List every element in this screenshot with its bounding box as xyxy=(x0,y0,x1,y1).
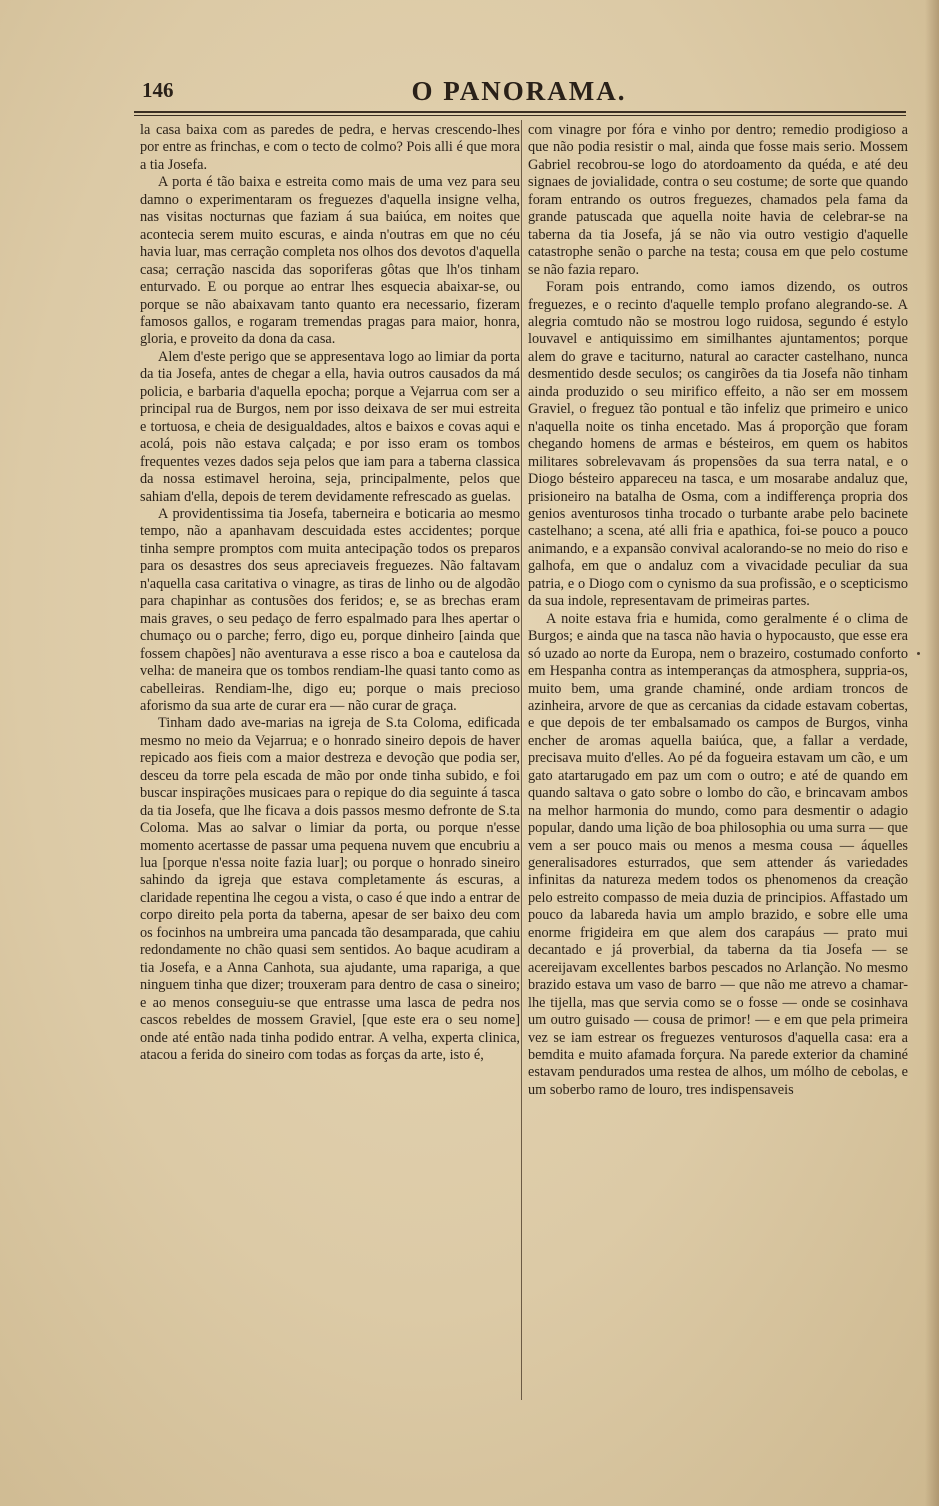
paragraph: la casa baixa com as paredes de pedra, e hervas crescendo-lhes por entre as frinchas, e com o tecto de colmo? Pois alli é que mora a tia Josefa. xyxy=(140,122,520,173)
paragraph: com vinagre por fóra e vinho por dentro; remedio prodigioso a que não podia resistir o mal, ainda que fosse mais serio. Mossem Gabriel recobrou-se logo do atordoamento da quéda, e até deu signaes de jovialidade, contra o seu costume; de sorte que quando foram entrando os outros freguezes, chamados pela fama da grande patuscada que aquella noite havia de celebrar-se na taberna da tia Josefa, já se não via outro vestigio d'aquelle catastrophe senão o parche na testa; cousa em que pelo costume se não fazia reparo. xyxy=(528,122,908,278)
right-column xyxy=(528,122,908,1099)
paragraph: Alem d'este perigo que se appresentava logo ao limiar da porta da tia Josefa, antes de chegar a ella, havia outros causados da má policia, e barbaria d'aquella epocha; porque a Vejarrua com ser a principal rua de Burgos, nem por isso deixava de ser mui estreita e tortuosa, e cheia de desigualdades, altos e baixos e covas aqui e acolá, pois não estava calçada; e por isso eram os tombos frequentes vezes dados seja pelos que iam para a taberna classica da nossa estimavel heroina, seja, principalmente, pelos que sahiam d'ella, depois de terem devidamente refrescado as guelas. xyxy=(140,348,520,505)
paragraph: Tinham dado ave-marias na igreja de S.ta Coloma, edificada mesmo no meio da Vejarrua; e o honrado sineiro depois de haver repicado aos fieis com a maior destreza e devoção que podia ser, desceu da torre pela escada de mão por onde tinha subido, e foi buscar inspirações musicaes para o repique do dia seguinte á tasca da tia Josefa, que lhe ficava a dois passos mesmo defronte de S.ta Coloma. Mas ao salvar o limiar da porta, ou porque n'esse momento acertasse de passar uma pequena nuvem que encubriu a lua [porque n'essa noite fazia luar]; ou porque o honrado sineiro sahindo da igreja que estava completamente ás escuras, a claridade repentina lhe cegou a vista, o caso é que indo a entrar de corpo direito pela porta da taberna, apesar de ser baixo deu com os focinhos na umbreira uma pancada tão desamparada, que cahiu redondamente no chão quasi sem sentidos. Ao baque acudiram a tia Josefa, e a Anna Canhota, sua ajudante, uma rapariga, a que ninguem tinha que dizer; trouxeram para dentro de casa o sineiro; e ao menos conseguiu-se que entrasse uma lasca de pedra nos cascos rebeldes de mossem Graviel, [que este era o seu nome] onde até então nada tinha podido entrar. A velha, experta clinica, atacou a ferida do sineiro com todas as forças da arte, isto é, xyxy=(140,715,520,1064)
page-edge-shadow xyxy=(925,0,939,1506)
paragraph: A porta é tão baixa e estreita como mais de uma vez para seu damno o experimentaram os freguezes d'aquella insigne velha, nas visitas nocturnas que faziam á sua baiúca, em noites que acontecia serem muito escuras, e ainda n'outras em que no céu havia luar, mas cerração completa nos olhos dos devotos d'aquella casa; cerração nascida das soporiferas gôtas que lh'os tinham enturvado. E ou porque ao entrar lhes esquecia abaixar-se, ou porque se não abaixavam tanto quanto era necessario, fizeram famosos gallos, e rogaram tremendas pragas para maior, honra, gloria, e proveito da dona da casa. xyxy=(140,174,520,348)
column-divider xyxy=(521,120,522,1400)
header-rule-thin xyxy=(134,115,906,116)
page-number: 146 xyxy=(142,78,174,102)
page-header xyxy=(134,70,904,110)
paragraph: A providentissima tia Josefa, taberneira e boticaria ao mesmo tempo, não a apanhavam descuidada estes accidentes; porque tinha sempre promptos com muita antecipação todos os preparos para os desastres dos seus apreciaveis freguezes. Não faltavam n'aquella casa caritativa o vinagre, as tiras de linho ou de algodão para chapinhar as contusões dos feridos; e, se as brechas eram mais graves, o seu pedaço de ferro espalmado para lhes apertar o chumaço ou o parche; ferro, digo eu, porque dinheiro [ainda que fossem chapões] não aventurava a esse risco a boa e cautelosa da velha: de maneira que os tombos rendiam-lhe quasi tanto como as cabelleiras. Rendiam-lhe, digo eu; porque o mais precioso aforismo da sua arte de curar era — não curar de graça. xyxy=(140,505,520,714)
journal-title: O PANORAMA. xyxy=(411,76,627,106)
header-rule xyxy=(134,111,906,113)
left-column xyxy=(140,122,520,1064)
paragraph: A noite estava fria e humida, como geralmente é o clima de Burgos; e ainda que na tasca não havia o hypocausto, que esse era só uzado ao norte da Europa, nem o brazeiro, costumado conforto em Hespanha contra as intemperanças da atmosphera, suppria-os, muito bem, uma grande chaminé, onde ardiam troncos de azinheira, arvore de que as cercanias da cidade estavam cobertas, e que depois de ter embalsamado os campos de Burgos, vinha encher de aromas aquella baiúca, que, a fallar a verdade, precisava muito d'elles. Ao pé da fogueira estavam um cão, e um gato atartarugado em paz um com o outro; e até de quando em quando saltava o gato sobre o lombo do cão, e brincavam ambos na melhor harmonia do mundo, como para desmentir o adagio popular, dando uma lição de boa philosophia ou uma surra — que vem a ser pouco mais ou menos a mesma cousa — áquelles generalisadores esturrados, que sem attender ás variedades infinitas da natureza medem todos os phenomenos da creação pelo estreito compasso de meia duzia de principios. Affastado um pouco da labareda havia um amplo brazido, e sobre elle uma enorme frigideira em que alem dos carapáus — prato mui decantado e já proverbial, da taberna da tia Josefa — se acereijavam excellentes barbos pescados no Arlanção. No mesmo brazido estava um vaso de barro — que não me atrevo a chamar-lhe tijella, mas que servia como se o fosse — onde se cosinhava um outro guisado — cousa de primor! — e em que pela primeira vez se iam estrear os freguezes venturosos d'aquella casa: era a bemdita e muito afamada forçura. Na parede exterior da chaminé estavam pendurados uma restea de alhos, um mólho de cebolas, e um soberbo ramo de louro, tres indispensaveis xyxy=(528,610,908,1098)
margin-mark xyxy=(917,652,920,655)
paragraph: Foram pois entrando, como iamos dizendo, os outros freguezes, e o recinto d'aquelle templo profano alegrando-se. A alegria comtudo não se mostrou logo ruidosa, segundo é estylo louvavel e antiquissimo em similhantes ajuntamentos; porque alem do grave e taciturno, natural ao caracter castelhano, nunca desmentido desde seculos; os cangirões da tia Josefa não tinham ainda produzido o seu mirifico effeito, a não ser em mossem Graviel, o freguez tão pontual e tão infeliz que primeiro e unico n'aquella noite os tinha encetado. Mas á proporção que foram chegando homens de armas e bésteiros, em quem os habitos militares sobrelevavam ás propensões da sua terra natal, e o Diogo bésteiro appareceu na tasca, e um mosarabe andaluz que, prisioneiro na batalha de Osma, com a indifferença propria dos genios aventurosos tinha trocado o turbante arabe pelo bacinete castelhano; a scena, até alli fria e apathica, foi-se pouco a pouco animando, e a expansão convival acalorando-se no meio do riso e galhofa, em que o andaluz com a vivacidade peculiar da sua patria, e o Diogo com o cynismo da sua profissão, e o scepticismo da sua indole, representavam de primeiras partes. xyxy=(528,279,908,610)
